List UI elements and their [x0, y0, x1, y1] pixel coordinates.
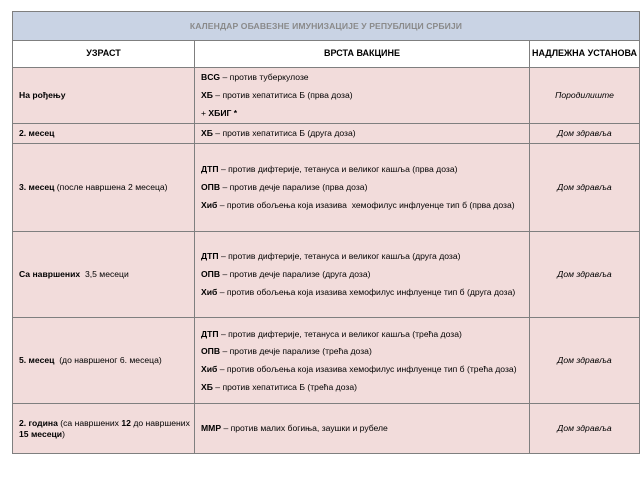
vaccine-code: Хиб — [201, 286, 218, 297]
vaccine-entry — [201, 72, 529, 83]
age-label: 2. месец — [19, 128, 55, 139]
institution-cell: Дом здравља — [530, 404, 640, 454]
vaccine-code: BCG — [201, 72, 221, 83]
header-age: УЗРАСТ — [13, 41, 195, 68]
table-row — [13, 404, 640, 454]
age-cell — [13, 68, 195, 124]
vaccine-description: – против хепатитиса Б (друга доза) — [212, 128, 356, 139]
age-label: 2. година — [19, 417, 58, 428]
vaccine-entry — [201, 128, 529, 139]
vaccine-description: – против дечје парализе (трећа доза) — [220, 346, 372, 357]
age-note: (до навршеног 6. месеца) — [54, 355, 162, 366]
vaccine-entry — [201, 364, 529, 375]
age-cell — [13, 124, 195, 144]
vaccine-description: – против малих богиња, заушки и рубеле — [221, 423, 388, 434]
vaccine-code: ХБИГ * — [208, 107, 238, 118]
vaccine-cell — [195, 124, 530, 144]
vaccine-cell — [195, 232, 530, 318]
age-note: 3,5 месеци — [80, 269, 129, 280]
line-spacer — [201, 280, 529, 287]
line-spacer — [201, 83, 529, 90]
vaccine-code: ХБ — [201, 381, 213, 392]
line-spacer — [201, 175, 529, 182]
table-row — [13, 232, 640, 318]
vaccine-description: – против дифтерије, тетануса и великог кашља (трећа доза) — [218, 328, 462, 339]
age-label: На рођењу — [19, 90, 66, 101]
vaccine-entry — [201, 329, 529, 340]
table-row — [13, 318, 640, 404]
line-spacer — [201, 357, 529, 364]
header-vaccine: ВРСТА ВАКЦИНЕ — [195, 41, 530, 68]
header-institution: НАДЛЕЖНА УСТАНОВА — [530, 41, 640, 68]
age-cell — [13, 318, 195, 404]
vaccine-entry — [201, 269, 529, 280]
age-cell — [13, 404, 195, 454]
immunization-calendar — [12, 11, 639, 483]
vaccine-description: – против обољења која изазива хемофилус инфлуенце тип б (трећа доза) — [217, 364, 517, 374]
age-note: ) — [62, 428, 65, 439]
vaccine-cell — [195, 404, 530, 454]
vaccine-entry — [201, 108, 529, 119]
vaccine-code: ММР — [201, 423, 222, 434]
vaccine-description: – против хепатитиса Б (трећа доза) — [212, 381, 357, 392]
vaccine-code: Хиб — [201, 199, 218, 210]
age-note: (после навршена 2 месеца) — [54, 182, 168, 193]
age-cell — [13, 232, 195, 318]
age-label: 12 — [121, 417, 131, 428]
vaccine-cell — [195, 68, 530, 124]
age-label: 15 месеци — [19, 428, 63, 439]
vaccine-code: ДТП — [201, 251, 219, 262]
vaccine-code: Хиб — [201, 364, 218, 374]
vaccine-description: + — [201, 107, 209, 118]
line-spacer — [201, 262, 529, 269]
vaccine-cell — [195, 144, 530, 232]
age-note: до навршених — [130, 417, 193, 428]
vaccine-description: – против обољења која изазива хемофилус инфлуенце тип б (прва доза) — [217, 199, 515, 210]
age-note: (са навршених — [57, 417, 122, 428]
vaccine-entry — [201, 346, 529, 357]
vaccine-entry — [201, 182, 529, 193]
line-spacer — [201, 101, 529, 108]
vaccine-entry — [201, 423, 529, 434]
institution-cell: Дом здравља — [530, 124, 640, 144]
vaccine-description: – против дифтерије, тетануса и великог кашља (друга доза) — [218, 251, 461, 262]
line-spacer — [201, 375, 529, 382]
vaccine-entry — [201, 90, 529, 101]
vaccine-code: ДТП — [201, 328, 219, 339]
vaccine-description: – против дифтерије, тетануса и великог кашља (прва доза) — [218, 164, 458, 175]
immunization-table — [12, 11, 640, 454]
institution-cell: Дом здравља — [530, 232, 640, 318]
age-label: 3. месец — [19, 182, 55, 193]
vaccine-entry — [201, 164, 529, 175]
vaccine-code: ОПВ — [201, 269, 221, 280]
vaccine-description: – против дечје парализе (друга доза) — [220, 269, 371, 280]
vaccine-description: – против обољења која изазива хемофилус инфлуенце тип б (друга доза) — [217, 286, 516, 297]
table-title: КАЛЕНДАР ОБАВЕЗНЕ ИМУНИЗАЦИЈЕ У РЕПУБЛИЦИ СРБИЈИ — [13, 12, 640, 41]
table-row — [13, 68, 640, 124]
age-cell — [13, 144, 195, 232]
institution-cell: Породилиште — [530, 68, 640, 124]
institution-cell: Дом здравља — [530, 144, 640, 232]
line-spacer — [201, 193, 529, 200]
line-spacer — [201, 339, 529, 346]
vaccine-code: ОПВ — [201, 182, 221, 193]
vaccine-entry — [201, 200, 529, 211]
vaccine-entry — [201, 287, 529, 298]
age-label: Са навршених — [19, 269, 81, 280]
vaccine-code: ДТП — [201, 164, 219, 175]
vaccine-description: – против хепатитиса Б (прва доза) — [212, 90, 353, 101]
vaccine-entry — [201, 382, 529, 393]
vaccine-description: – против дечје парализе (прва доза) — [220, 182, 368, 193]
vaccine-code: ХБ — [201, 90, 213, 101]
vaccine-code: ХБ — [201, 128, 213, 139]
vaccine-code: ОПВ — [201, 346, 221, 357]
table-row — [13, 144, 640, 232]
vaccine-cell — [195, 318, 530, 404]
vaccine-description: – против туберкулозе — [220, 72, 309, 83]
age-label: 5. месец — [19, 355, 55, 366]
institution-cell: Дом здравља — [530, 318, 640, 404]
vaccine-entry — [201, 251, 529, 262]
table-row — [13, 124, 640, 144]
